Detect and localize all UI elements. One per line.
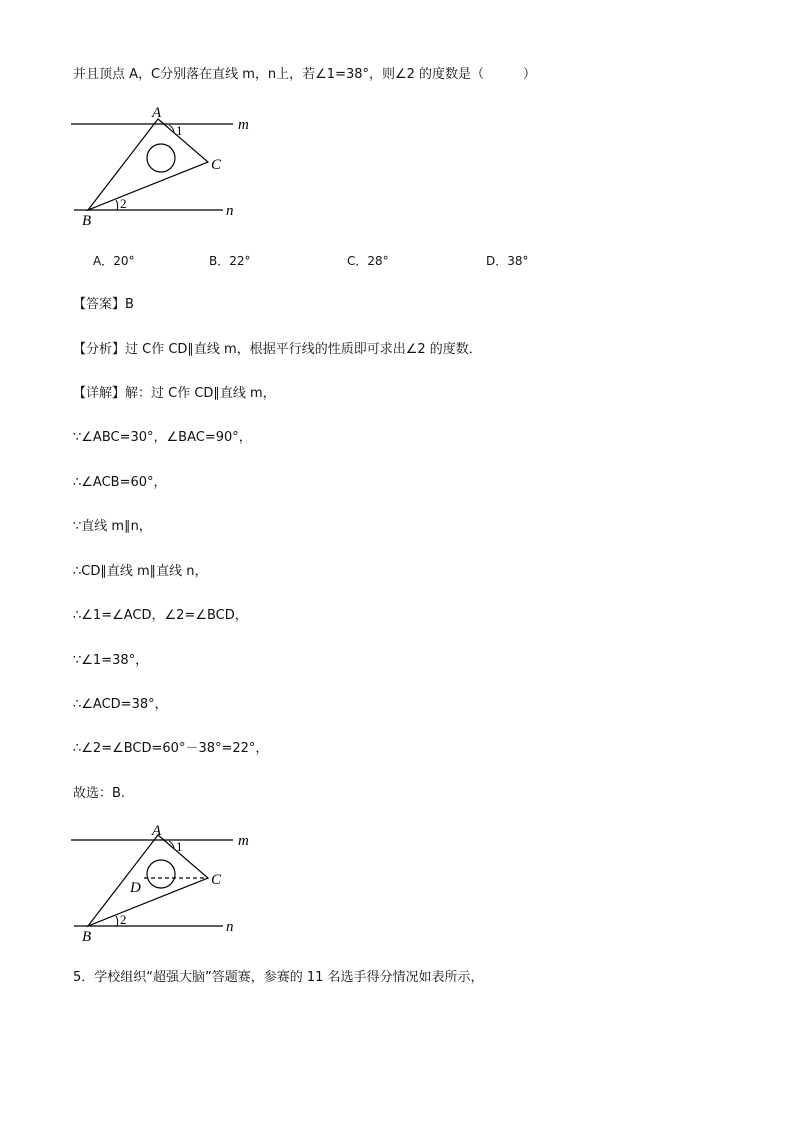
conclusion-line: 故选：B.: [73, 786, 126, 801]
option-d: D．38°: [486, 254, 529, 268]
detail-step: ∴∠ACB=60°，: [73, 475, 167, 490]
detail-step: ∵直线 m∥n，: [73, 519, 152, 534]
detail-step: 【详解】解：过 C作 CD∥直线 m，: [73, 386, 276, 401]
label-m: m: [238, 833, 249, 849]
detail-step: ∵∠ABC=30°，∠BAC=90°，: [73, 430, 252, 445]
detail-step: ∴∠2=∠BCD=60°－38°=22°，: [73, 741, 269, 756]
label-A: A: [152, 823, 162, 839]
figure-triangle-with-auxiliary: [68, 820, 268, 946]
label-C: C: [211, 157, 222, 173]
label-n: n: [226, 203, 234, 219]
label-n: n: [226, 919, 234, 935]
option-a: A．20°: [93, 254, 135, 268]
option-b: B．22°: [209, 254, 251, 268]
detail-step: ∵∠1=38°，: [73, 653, 149, 668]
angle-1-label: 1: [176, 123, 183, 138]
label-C: C: [211, 872, 222, 888]
label-A: A: [152, 105, 162, 121]
option-c: C．28°: [347, 254, 389, 268]
label-B: B: [82, 929, 92, 945]
angle-2-label: 2: [120, 196, 127, 211]
detail-step: ∴∠1=∠ACD，∠2=∠BCD，: [73, 608, 248, 623]
angle-2-label: 2: [120, 912, 127, 927]
detail-step: ∴∠ACD=38°，: [73, 697, 168, 712]
answer-line: 【答案】B: [73, 297, 134, 312]
question-stem: 并且顶点 A，C分别落在直线 m，n上，若∠1=38°，则∠2 的度数是（ ）: [73, 67, 537, 82]
next-question: 5．学校组织“超强大脑”答题赛，参赛的 11 名选手得分情况如表所示，: [73, 970, 484, 985]
detail-step: ∴CD∥直线 m∥直线 n，: [73, 564, 208, 579]
label-B: B: [82, 213, 92, 229]
analysis-line: 【分析】过 C作 CD∥直线 m，根据平行线的性质即可求出∠2 的度数．: [73, 342, 482, 357]
figure-triangle: [68, 104, 268, 230]
label-m: m: [238, 117, 249, 133]
label-D: D: [130, 880, 141, 896]
angle-1-label: 1: [176, 839, 183, 854]
